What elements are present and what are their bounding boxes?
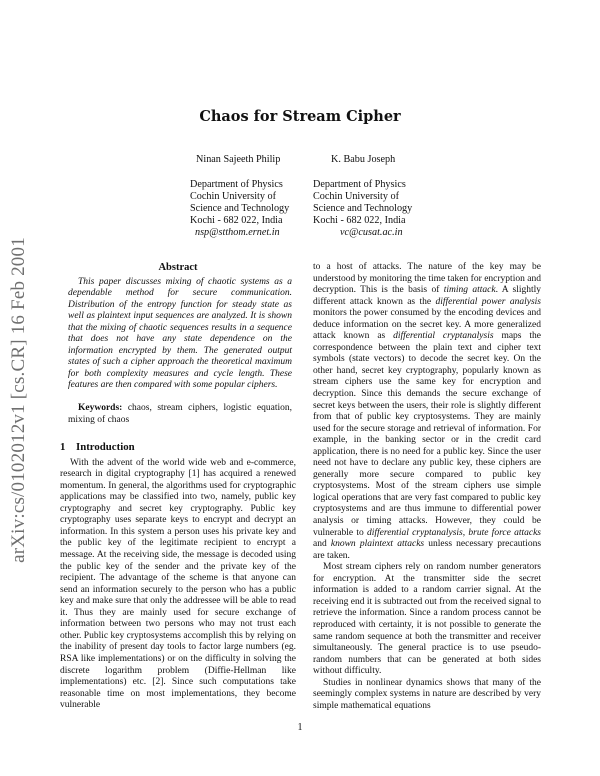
abstract-heading: Abstract <box>158 262 198 273</box>
author-name: Ninan Sajeeth Philip <box>196 154 281 165</box>
author-dept: Department of Physics <box>190 179 283 190</box>
arxiv-stamp-text: arXiv:cs/0102012v1 [cs.CR] 16 Feb 2001 <box>8 237 29 563</box>
author-univ: Cochin University of <box>313 191 400 202</box>
left-column <box>60 262 296 712</box>
author-school: Science and Technology <box>190 203 290 214</box>
section-number: 1 <box>60 441 66 454</box>
author-1 <box>190 154 289 239</box>
keywords-text: chaos, stream ciphers, logistic equation, mixing of chaos <box>68 403 292 425</box>
arxiv-stamp <box>4 200 34 600</box>
author-univ: Cochin University of <box>190 191 277 202</box>
section-title: Introduction <box>76 441 135 454</box>
author-city: Kochi - 682 022, India <box>190 215 283 226</box>
author-email: vc@cusat.ac.in <box>340 227 403 238</box>
author-2 <box>313 154 412 239</box>
abstract-text: This paper discusses mixing of chaotic systems as a dependable method for secure communication. Distribution of the entropy function for steady state as well as plaintext input sequences are analyzed. It is shown that the mixing of chaotic sequences results in a sequence that does not have any state dependence on the information encrypted by them. The generated output states of such a cipher approach the theoretical maximum for both complexity measures and cycle length. These features are then compared with some popular ciphers. <box>68 276 292 391</box>
intro-paragraph-1: With the advent of the world wide web and e-commerce, research in digital cryptography [1] has acquired a renewed momentum. In general, the algorithms used for cryptographic applications may be classified into two, namely, public key cryptography and secret key cryptography. Public key cryptography uses separate keys to encrypt and decrypt an information. In this system a person uses his private key and the public key of the legitimate recipient to encrypt a message. At the receiving side, the message is decoded using the public key of the sender and the private key of the recipient. The advantage of the scheme is that anyone can send an information securely to the person who has a public key and make sure that only the addressee will be able to read it. Thus they are mainly used for secure exchange of information between two persons who may not trust each other. Public key cryptosystems accomplish this by relying on the inability of present day tools to factor large numbers (eg. RSA like implementations) or on the difficulty in solving the discrete logarithm problem (Diffie-Hellman like implementations) etc. [2]. Since such computations take reasonable time on most implementations, they become vulnerable <box>60 457 296 711</box>
intro-paragraph-3: Studies in nonlinear dynamics shows that many of the seemingly complex systems in nature are described by very simple mathematical equations <box>313 677 541 711</box>
section-heading <box>60 442 296 454</box>
right-column <box>313 262 541 712</box>
author-name: K. Babu Joseph <box>331 154 396 165</box>
author-email: nsp@stthom.ernet.in <box>195 227 280 238</box>
paper-title: Chaos for Stream Cipher <box>199 108 401 125</box>
author-dept: Department of Physics <box>313 179 406 190</box>
intro-paragraph-1-cont: to a host of attacks. The nature of the key may be understood by monitoring the time taken for encryption and decryption. This is the basis of timing attack. A slightly different attack known as the differential power analysis monitors the power consumed by the encoding devices and deduce information on the secret key. A more generalized attack known as differential cryptanalysis maps the correspondence between the plain text and cipher text symbols (state vectors) to decode the secret key. On the other hand, secret key cryptography, popularly known as stream ciphers use the same key for encryption and decryption. Since this demands the secure exchange of secret keys between the users, their role is slightly different from that of public key cryptosystems. They are mainly used for the secure storage and retrieval of information. For example, in the banking sector or in the credit card application, there is no need for a public key. Since the user need not have to declare any public key, these ciphers are generally more secure compared to public key cryptosystems. Most of the stream ciphers use simple logical operations that are very fast compared to public key cryptosystems and are thus immune to differential power analysis or timing attacks. However, they could be vulnerable to differential cryptanalysis, brute force attacks and known plaintext attacks unless necessary precautions are taken. <box>313 262 542 561</box>
author-school: Science and Technology <box>313 203 413 214</box>
page-number: 1 <box>297 722 303 733</box>
intro-paragraph-2: Most stream ciphers rely on random number generators for encryption. At the transmitter side the secret information is added to a random carrier signal. At the receiving end it is subtracted out from the received signal to retrieve the information. Since a random process cannot be reproduced with certainty, it is not possible to generate the same random sequence at both the transmitter and receiver simultaneously. The general practice is to use pseudo-random numbers that can be generated at both sides without difficulty. <box>313 562 541 677</box>
keywords-label: Keywords: <box>78 403 123 414</box>
keywords <box>60 403 296 426</box>
author-city: Kochi - 682 022, India <box>313 215 406 226</box>
